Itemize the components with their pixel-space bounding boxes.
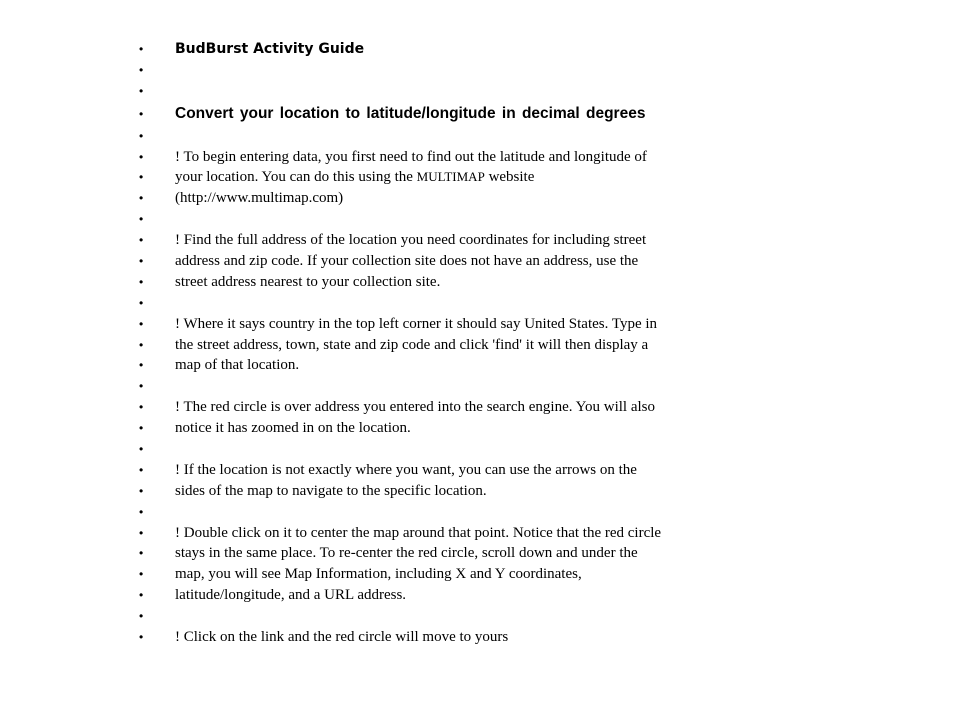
bullet-line [139,355,919,376]
bullet-dot: • [139,62,144,77]
bullet-dot: • [139,254,144,269]
bullet-dot: • [139,191,144,206]
line-text: map of that location. [175,357,300,374]
line-text: street address nearest to your collection site. [175,273,441,290]
bullet-dot: • [139,42,144,56]
bullet-line [139,439,919,460]
line-text-part: your location. You can do this using the [175,169,417,186]
bullet-list [139,39,919,648]
bullet-line [139,60,919,81]
bullet-dot: • [139,525,144,540]
bullet-line [139,418,919,439]
bullet-dot: • [139,233,144,248]
bullet-dot: • [139,609,144,624]
line-text: latitude/longitude, and a URL address. [175,587,407,604]
bullet-line [139,397,919,418]
bullet-dot: • [139,128,144,143]
bullet-line [139,627,919,648]
bullet-line [139,272,919,293]
bullet-line [139,460,919,481]
bullet-line [139,564,919,585]
bullet-line [139,293,919,314]
bullet-line [139,230,919,251]
line-text: stays in the same place. To re-center the red circle, scroll down and under the [175,545,638,562]
line-text: address and zip code. If your collection site does not have an address, use the [175,253,639,270]
bullet-line [139,209,919,230]
bullet-dot: • [139,546,144,561]
bullet-line [139,376,919,397]
line-text: ! To begin entering data, you first need to find out the latitude and longitude of [175,148,647,165]
bullet-dot: • [139,358,144,373]
bullet-line [139,585,919,606]
line-text [175,169,534,185]
bullet-line [139,606,919,627]
bullet-line [139,167,919,188]
bullet-line [139,502,919,523]
multimap-brand: MULTIMAP [416,169,485,185]
line-text: ! If the location is not exactly where you want, you can use the arrows on the [175,461,637,478]
bullet-dot: • [139,379,144,394]
line-text: ! Find the full address of the location you need coordinates for including street [175,232,647,249]
bullet-line [139,39,919,60]
bullet-dot: • [139,483,144,498]
bullet-dot: • [139,83,144,98]
line-text: map, you will see Map Information, including X and Y coordinates, [175,566,582,583]
bullet-line [139,335,919,356]
line-text: the street address, town, state and zip code and click 'find' it will then display a [175,336,649,353]
bullet-line [139,188,919,209]
bullet-dot: • [139,400,144,415]
line-text: sides of the map to navigate to the specific location. [175,482,487,499]
bullet-dot: • [139,212,144,227]
line-text: notice it has zoomed in on the location. [175,420,411,437]
document-title: BudBurst Activity Guide [175,41,365,57]
bullet-line [139,314,919,335]
bullet-dot: • [139,149,144,164]
bullet-dot: • [139,442,144,457]
bullet-line [139,147,919,168]
bullet-line [139,102,919,126]
bullet-dot: • [139,170,144,185]
multimap-url: (http://www.multimap.com) [175,190,344,207]
bullet-dot: • [139,337,144,352]
section-heading: Convert your location to latitude/longitude in decimal degrees [175,104,646,122]
bullet-line [139,81,919,102]
bullet-line [139,543,919,564]
bullet-line [139,126,919,147]
bullet-line [139,523,919,544]
line-text: ! The red circle is over address you entered into the search engine. You will also [175,399,655,416]
line-text: ! Click on the link and the red circle will move to yours [175,629,509,646]
bullet-line [139,481,919,502]
line-text: ! Double click on it to center the map around that point. Notice that the red circle [175,524,662,541]
bullet-dot: • [139,630,144,645]
bullet-dot: • [139,504,144,519]
bullet-dot: • [139,295,144,310]
bullet-dot: • [139,274,144,289]
line-text-part: website [484,169,535,186]
line-text: ! Where it says country in the top left corner it should say United States. Type in [175,315,658,332]
bullet-dot: • [139,567,144,582]
bullet-dot: • [139,462,144,477]
bullet-dot: • [139,316,144,331]
bullet-dot: • [139,421,144,436]
bullet-line [139,251,919,272]
bullet-dot: • [139,106,144,121]
bullet-dot: • [139,588,144,603]
